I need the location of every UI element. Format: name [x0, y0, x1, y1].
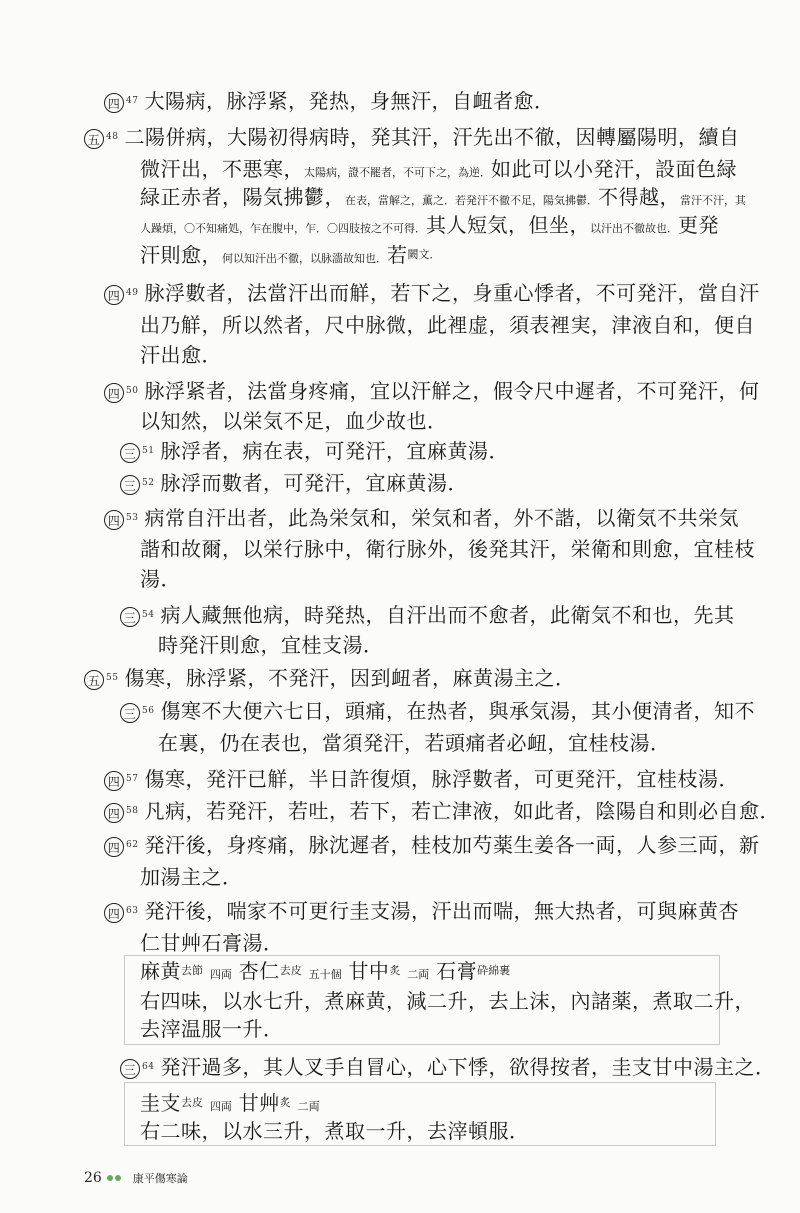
section-mark: 五 — [84, 670, 104, 690]
ingredient-amount: 二両 — [407, 968, 430, 981]
recipe-ingredients — [140, 1090, 320, 1120]
paragraph-48-line-4 — [140, 212, 719, 242]
recipe-ingredients — [140, 958, 510, 988]
paragraph-51 — [120, 438, 509, 464]
paragraph-58 — [104, 798, 780, 824]
text-line: 更発 — [678, 213, 719, 237]
paragraph-text: 傷寒，脉浮紧，不発汗，因到衄者，麻黄湯主之． — [124, 666, 576, 690]
commentary-note: 人躁煩，〇不知痛処，乍在腹中，乍．〇四肢按之不可得． — [140, 222, 426, 235]
text-line: 以知然，以栄気不足，血少故也． — [140, 409, 448, 433]
commentary-note: 太陽病，證不罷者，不可下之，為逆． — [304, 166, 491, 179]
paragraph-49 — [104, 280, 759, 306]
commentary-note: 以汗出不徹故也． — [590, 222, 678, 235]
paragraph-number: 47 — [126, 96, 139, 106]
ingredient-note: 去皮 — [279, 964, 302, 977]
paragraph-text: 発汗後，身疼痛，脉沈遲者，桂枝加芍薬生姜各一両，人参三両，新 — [144, 833, 760, 857]
paragraph-56 — [120, 698, 755, 724]
text-line: 仁甘艸石膏湯． — [140, 931, 284, 955]
paragraph-48 — [84, 124, 739, 150]
text-line: 加湯主之． — [140, 865, 243, 889]
ingredient-note: 炙 — [389, 964, 401, 977]
text-line: 其人短気，但坐， — [426, 213, 590, 237]
paragraph-text: 脉浮者，病在表，可発汗，宜麻黄湯． — [160, 439, 509, 463]
paragraph-55 — [84, 665, 575, 691]
commentary-note: 在表，當解之，薫之．若発汗不徹不足，陽気拂鬱． — [345, 194, 598, 207]
paragraph-text: 傷寒不大便六七日，頭痛，在热者，與承気湯，其小便清者，知不 — [160, 699, 755, 723]
paragraph-text: 発汗過多，其人叉手自冒心，心下悸，欲得按者，圭支甘中湯主之． — [160, 1055, 776, 1079]
commentary-note: 闕文． — [407, 248, 441, 261]
text-line: 湯． — [140, 567, 181, 591]
paragraph-text: 発汗後，喘家不可更行圭支湯，汗出而喘，無大热者，可與麻黄杏 — [144, 899, 739, 923]
paragraph-48-line-2 — [140, 156, 737, 186]
text-line: 時発汗則愈，宜桂支湯． — [158, 633, 384, 657]
paragraph-number: 49 — [126, 288, 139, 298]
page-number: 26 — [84, 1170, 102, 1186]
text-line: 汗出愈． — [140, 343, 222, 367]
recipe-instructions: 去滓温服一升． — [140, 1017, 284, 1041]
section-mark: 三 — [120, 607, 140, 627]
section-mark: 四 — [104, 803, 124, 823]
ingredient: 圭支 — [140, 1091, 181, 1115]
ingredient: 甘中 — [348, 959, 390, 983]
paragraph-57 — [104, 766, 739, 792]
footer-dot — [115, 1175, 121, 1181]
paragraph-number: 54 — [142, 610, 155, 620]
paragraph-47 — [104, 88, 554, 114]
section-mark: 四 — [104, 383, 124, 403]
text-line: 微汗出，不悪寒， — [140, 157, 304, 181]
paragraph-50 — [104, 378, 759, 404]
text-line: 不得越， — [598, 185, 680, 209]
paragraph-number: 62 — [126, 840, 139, 850]
section-mark: 四 — [104, 510, 124, 530]
paragraph-text: 凡病，若発汗，若吐，若下，若亡津液，如此者，陰陽自和則必自愈． — [144, 799, 780, 823]
text-line: 如此可以小発汗，設面色緑 — [491, 157, 737, 181]
section-mark: 四 — [104, 93, 124, 113]
paragraph-number: 55 — [106, 673, 119, 683]
section-mark: 三 — [120, 475, 140, 495]
paragraph-53 — [104, 505, 739, 531]
ingredient-note: 砕綿裹 — [477, 964, 511, 977]
paragraph-number: 56 — [142, 706, 155, 716]
paragraph-text: 病人藏無他病，時発热，自汗出而不愈者，此衛気不和也，先其 — [160, 603, 735, 627]
footer-dot — [107, 1175, 113, 1181]
section-mark: 三 — [120, 1059, 140, 1079]
section-mark: 四 — [104, 837, 124, 857]
ingredient-note: 炙 — [279, 1096, 291, 1109]
paragraph-number: 51 — [142, 446, 155, 456]
paragraph-48-line-3 — [140, 184, 746, 214]
commentary-note: 當汗不汗，其 — [680, 194, 746, 207]
book-title: 康平傷寒論 — [132, 1172, 188, 1185]
page-footer — [84, 1170, 188, 1186]
text-line: 若 — [387, 243, 408, 267]
text-line: 緑正赤者，陽気拂鬱， — [140, 185, 345, 209]
paragraph-number: 57 — [126, 774, 139, 784]
text-line: 出乃觧，所以然者，尺中脉微，此裡虚，須表裡実，津液自和，便自 — [140, 313, 755, 337]
ingredient: 甘艸 — [238, 1091, 280, 1115]
text-line: 汗則愈， — [140, 243, 222, 267]
paragraph-number: 52 — [142, 478, 155, 488]
recipe-instructions: 右二味，以水三升，煮取一升，去滓頓服． — [140, 1119, 530, 1143]
ingredient-amount: 四両 — [209, 1100, 232, 1113]
ingredient-amount: 五十個 — [308, 968, 342, 981]
paragraph-text: 脉浮紧者，法當身疼痛，宜以汗觧之，假令尺中遲者，不可発汗，何 — [144, 379, 760, 403]
ingredient: 石膏 — [436, 959, 478, 983]
section-mark: 四 — [104, 285, 124, 305]
paragraph-text: 脉浮數者，法當汗出而觧，若下之，身重心悸者，不可発汗，當自汗 — [144, 281, 760, 305]
section-mark: 五 — [84, 129, 104, 149]
paragraph-number: 58 — [126, 806, 139, 816]
paragraph-number: 50 — [126, 386, 139, 396]
paragraph-number: 53 — [126, 513, 139, 523]
paragraph-number: 64 — [142, 1062, 155, 1072]
ingredient-note: 去節 — [181, 964, 203, 977]
paragraph-text: 傷寒，発汗已觧，半日許復煩，脉浮數者，可更発汗，宜桂枝湯． — [144, 767, 739, 791]
paragraph-64 — [120, 1054, 775, 1080]
paragraph-63 — [104, 898, 739, 924]
ingredient: 杏仁 — [238, 959, 280, 983]
section-mark: 三 — [120, 703, 140, 723]
text-line: 諧和故爾，以栄行脉中，衛行脉外，後発其汗，栄衛和則愈，宜桂枝 — [140, 537, 755, 561]
paragraph-62 — [104, 832, 759, 858]
ingredient-amount: 四両 — [209, 968, 232, 981]
recipe-instructions: 右四味，以水七升，煮麻黄，減二升，去上沫，內諸薬，煮取二升， — [140, 989, 755, 1013]
text-line: 在裏，仍在表也，當須発汗，若頭痛者必衄，宜桂枝湯． — [158, 731, 671, 755]
section-mark: 三 — [120, 443, 140, 463]
section-mark: 四 — [104, 771, 124, 791]
ingredient-amount: 二両 — [297, 1100, 320, 1113]
paragraph-52 — [120, 470, 468, 496]
paragraph-54 — [120, 602, 734, 628]
ingredient-note: 去皮 — [181, 1096, 203, 1109]
paragraph-number: 63 — [126, 906, 139, 916]
paragraph-number: 48 — [106, 132, 119, 142]
paragraph-text: 二陽併病，大陽初得病時，発其汗，汗先出不徹，因轉屬陽明，續自 — [124, 125, 740, 149]
section-mark: 四 — [104, 903, 124, 923]
paragraph-text: 病常自汗出者，此為栄気和，栄気和者，外不諧，以衛気不共栄気 — [144, 506, 739, 530]
ingredient: 麻黄 — [140, 959, 181, 983]
paragraph-text: 大陽病，脉浮紧，発热，身無汗，自衄者愈． — [144, 89, 555, 113]
paragraph-text: 脉浮而數者，可発汗，宜麻黄湯． — [160, 471, 468, 495]
commentary-note: 何以知汗出不徹，以脉濇故知也． — [222, 252, 387, 265]
paragraph-48-line-5 — [140, 242, 441, 272]
